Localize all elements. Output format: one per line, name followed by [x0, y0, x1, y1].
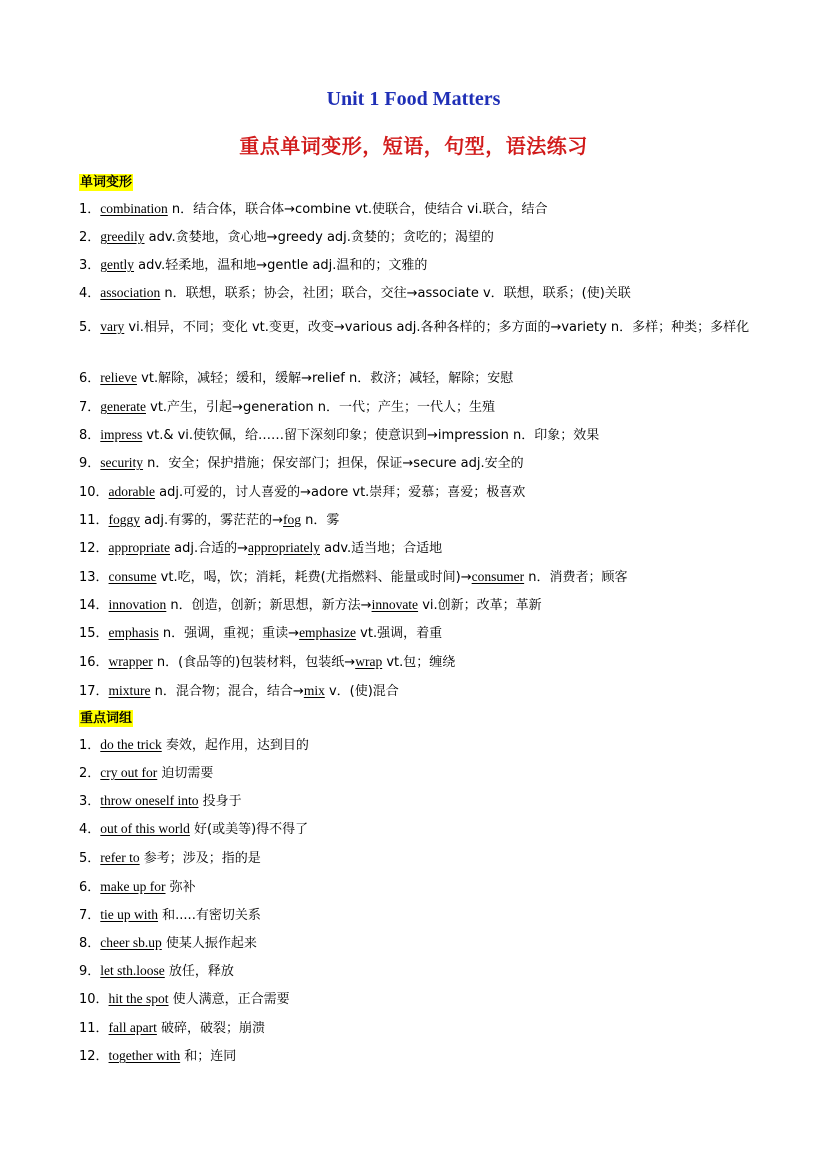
section-heading-phrases: 重点词组 — [80, 711, 133, 726]
phrase-entry — [79, 792, 769, 810]
entry-term: fall apart — [108, 1020, 157, 1035]
phrase-entry — [79, 820, 769, 838]
entry-term: mixture — [108, 683, 151, 698]
page-title: Unit 1 Food Matters — [326, 88, 501, 110]
entry-term: refer to — [100, 850, 140, 865]
phrase-entry — [79, 878, 769, 896]
entry-term: vary — [100, 319, 125, 334]
entry-term: hit the spot — [108, 991, 169, 1006]
entry-term: do the trick — [100, 737, 162, 752]
entry-number: 15． — [79, 626, 109, 641]
entry-gloss: vt.解除，减轻；缓和，缓解→relief n．救济；减轻，解除；安慰 — [137, 371, 514, 386]
vocab-entry — [79, 539, 769, 557]
entry-number: 17． — [79, 684, 109, 699]
vocab-entry — [79, 596, 769, 614]
entry-term: relieve — [100, 370, 138, 385]
entry-gloss: 好(或美等)得不得了 — [189, 822, 309, 837]
entry-term: let sth.loose — [100, 963, 165, 978]
vocab-entry — [79, 454, 769, 472]
entry-gloss: 迫切需要 — [157, 766, 214, 781]
entry-gloss: adj.可爱的，讨人喜爱的→adore vt.崇拜；爱慕；喜爱；极喜欢 — [155, 485, 526, 500]
vocab-entry — [79, 511, 769, 529]
entry-gloss: adv.贪婪地，贪心地→greedy adj.贪婪的；贪吃的；渴望的 — [144, 230, 494, 245]
entry-gloss: vt.吃，喝，饮；消耗，耗费(尤指燃料、能量或时间)→ — [156, 570, 472, 585]
entry-term: adorable — [108, 484, 156, 499]
entry-number: 8． — [79, 936, 101, 951]
entry-gloss: 放任，释放 — [164, 964, 234, 979]
entry-gloss: 和；连同 — [180, 1049, 237, 1064]
entry-gloss-derived: vt.包；缠绕 — [382, 655, 456, 670]
entry-term: consume — [108, 569, 157, 584]
entry-term: greedily — [100, 229, 145, 244]
entry-number: 2． — [79, 766, 101, 781]
entry-gloss-derived: n．雾 — [301, 513, 340, 528]
entry-term-derived: mix — [303, 683, 325, 698]
entry-gloss: n．联想，联系；协会，社团；联合，交往→associate v．联想，联系；(使)关联 — [160, 286, 631, 301]
entry-term: appropriate — [108, 540, 171, 555]
entry-gloss: 参考；涉及；指的是 — [139, 851, 261, 866]
vocab-entry — [79, 624, 769, 642]
entry-number: 9． — [79, 456, 101, 471]
entry-number: 5． — [79, 851, 101, 866]
entry-gloss: 奏效，起作用，达到目的 — [161, 738, 309, 753]
vocab-entry — [79, 398, 769, 416]
entry-number: 13． — [79, 570, 109, 585]
entry-term-derived: innovate — [371, 597, 419, 612]
entry-term: make up for — [100, 879, 166, 894]
entry-term: wrapper — [108, 654, 153, 669]
entry-number: 10． — [79, 485, 109, 500]
entry-number: 9． — [79, 964, 101, 979]
entry-gloss: n．创造，创新；新思想，新方法→ — [166, 598, 372, 613]
entry-term: foggy — [108, 512, 141, 527]
entry-term: combination — [100, 201, 168, 216]
entry-number: 6． — [79, 371, 101, 386]
vocab-entry — [79, 284, 769, 302]
vocab-entry — [79, 313, 769, 342]
entry-term: impress — [100, 427, 143, 442]
entry-gloss-derived: adv.适当地；合适地 — [320, 541, 443, 556]
vocab-entry — [79, 256, 769, 274]
entry-gloss: n．安全；保护措施；保安部门；担保，保证→secure adj.安全的 — [143, 456, 524, 471]
entry-term-derived: wrap — [355, 654, 383, 669]
entry-gloss-derived: vi.创新；改革；革新 — [418, 598, 542, 613]
entry-gloss: 使某人振作起来 — [161, 936, 257, 951]
vocab-entry — [79, 200, 769, 218]
phrase-entry — [79, 736, 769, 754]
vocab-entry — [79, 228, 769, 246]
entry-term: association — [100, 285, 161, 300]
entry-number: 12． — [79, 1049, 109, 1064]
entry-gloss: n．混合物；混合，结合→ — [150, 684, 304, 699]
entry-term: tie up with — [100, 907, 159, 922]
phrase-entry — [79, 990, 769, 1008]
entry-gloss: 使人满意，正合需要 — [168, 992, 290, 1007]
entry-number: 8． — [79, 428, 101, 443]
entry-number: 6． — [79, 880, 101, 895]
phrase-entry — [79, 906, 769, 924]
entry-gloss: n．(食品等的)包装材料，包装纸→ — [152, 655, 356, 670]
entry-gloss: vi.相异，不同；变化 vt.变更，改变→various adj.各种各样的；多方面的→variety n．多样；种类；多样化 — [124, 320, 750, 335]
entry-term-derived: emphasize — [299, 625, 357, 640]
phrase-entry — [79, 1019, 769, 1037]
phrase-entry — [79, 962, 769, 980]
phrase-entry — [79, 849, 769, 867]
entry-term-derived: appropriately — [248, 540, 320, 555]
entry-number: 12． — [79, 541, 109, 556]
phrase-entry — [79, 1047, 769, 1065]
entry-number: 1． — [79, 202, 101, 217]
entry-term: together with — [108, 1048, 181, 1063]
phrase-entry — [79, 934, 769, 952]
entry-number: 7． — [79, 908, 101, 923]
entry-term-derived: fog — [283, 512, 302, 527]
entry-gloss: adj.有雾的，雾茫茫的→ — [140, 513, 284, 528]
entry-number: 4． — [79, 822, 101, 837]
entry-number: 3． — [79, 258, 101, 273]
vocab-entry — [79, 653, 769, 671]
vocab-entry — [79, 369, 769, 387]
entry-number: 2． — [79, 230, 101, 245]
entry-number: 16． — [79, 655, 109, 670]
entry-gloss-derived: vt.强调，着重 — [356, 626, 443, 641]
vocab-entry — [79, 483, 769, 501]
entry-number: 3． — [79, 794, 101, 809]
entry-term: out of this world — [100, 821, 190, 836]
vocab-entry — [79, 682, 769, 700]
entry-gloss: n．强调，重视；重读→ — [158, 626, 300, 641]
entry-gloss: n．结合体，联合体→combine vt.使联合，使结合 vi.联合，结合 — [167, 202, 548, 217]
entry-number: 11． — [79, 513, 109, 528]
entry-number: 14． — [79, 598, 109, 613]
vocab-entry — [79, 426, 769, 444]
entry-gloss: vt.& vi.使钦佩，给……留下深刻印象；使意识到→impression n．印象；效果 — [142, 428, 600, 443]
page-subtitle: 重点单词变形，短语，句型，语法练习 — [239, 134, 588, 158]
entry-term: emphasis — [108, 625, 159, 640]
vocab-entry — [79, 568, 769, 586]
entry-number: 11． — [79, 1021, 109, 1036]
entry-gloss-derived: v．(使)混合 — [324, 684, 399, 699]
phrase-entry — [79, 764, 769, 782]
entry-gloss: vt.产生，引起→generation n．一代；产生；一代人；生殖 — [146, 400, 496, 415]
entry-gloss: adj.合适的→ — [170, 541, 249, 556]
entry-term: gently — [100, 257, 135, 272]
entry-number: 5． — [79, 320, 101, 335]
entry-term: innovation — [108, 597, 167, 612]
entry-term: throw oneself into — [100, 793, 199, 808]
entry-term: security — [100, 455, 144, 470]
section-heading-vocab: 单词变形 — [80, 175, 133, 190]
entry-gloss: 和.....有密切关系 — [158, 908, 261, 923]
entry-gloss: 破碎，破裂；崩溃 — [156, 1021, 266, 1036]
entry-number: 10． — [79, 992, 109, 1007]
entry-term-derived: consumer — [471, 569, 525, 584]
entry-term: generate — [100, 399, 146, 414]
entry-gloss: 弥补 — [165, 880, 196, 895]
entry-term: cheer sb.up — [100, 935, 162, 950]
entry-gloss-derived: n．消费者；顾客 — [524, 570, 628, 585]
entry-number: 4． — [79, 286, 101, 301]
entry-number: 1． — [79, 738, 101, 753]
entry-number: 7． — [79, 400, 101, 415]
entry-term: cry out for — [100, 765, 158, 780]
entry-gloss: adv.轻柔地，温和地→gentle adj.温和的；文雅的 — [134, 258, 428, 273]
entry-gloss: 投身于 — [198, 794, 242, 809]
